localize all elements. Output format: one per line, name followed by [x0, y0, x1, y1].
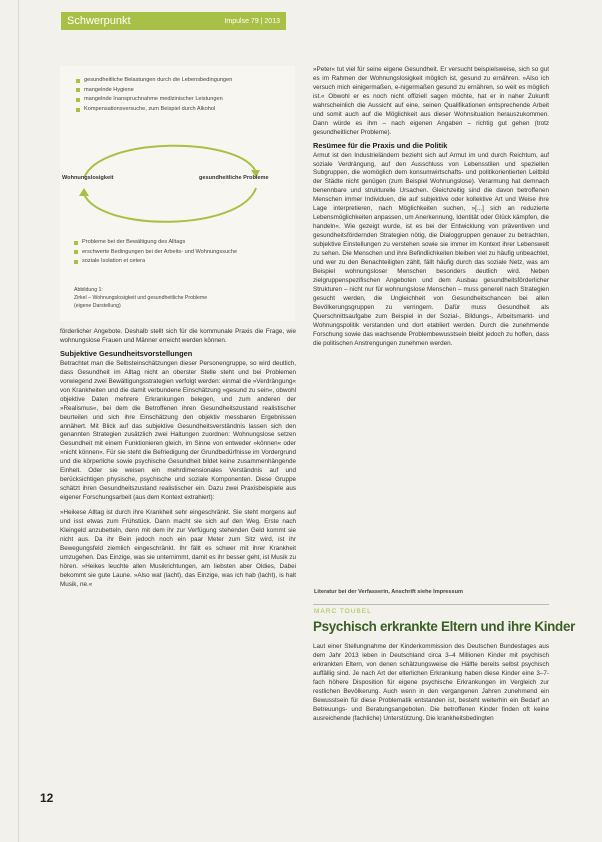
figure-caption: Abbildung 1: Zirkel – Wohnungslosigkeit und gesundheitliche Probleme (eigene Darstellung): [74, 287, 208, 309]
bullet-square-icon: [74, 250, 78, 254]
bullet-square-icon: [76, 88, 80, 92]
article-author: MARC TOUBEL: [314, 608, 372, 615]
page-fold-line: [18, 0, 19, 842]
body-paragraph: Armut ist den Industrieländern bezieht sich auf Armut im und durch Reichtum, auf soziale Verdrängung, auf den Ausschluss von Lebensstilen und speziellen Subgruppen, die womöglich dem konsumwirtschafts- und politikorientierten Leitbild der Städte nicht genügen (zum Beispiel Wohnungslose). Verarmung hat demnach benennbare und strukturelle Ursachen. Gleichzeitig sind die davon betroffenen Menschen immer Individuen, die auf subjektive oder kollektive Art und Weise ihre Lage interpretieren, nach Möglichkeiten suchen, »[...] sich an reduzierte Lebensmöglichkeiten anpassen, um Anerkennung, Identität oder Glück kämpfen, die handeln«. Wie gezeigt wurde, ist es bei der Entwicklung von präventiven und gesundheitsfördernden Strategien nötig, die Dialoggruppen genauer zu betrachten, subjektive Einstellungen zu verstehen sowie sie immer im Kontext ihrer Lebenswelt zu sehen. Die Menschen und ihre Befindlichkeiten bleiben viel zu häufig unbeachtet, und wer zu den Benachteiligten zählt, fällt häufig durch das soziale Netz, was am Beispiel wohnungsloser Menschen besonders deutlich wird. Neben zielgruppenspezifischen Angeboten und dem Ausbau gesundheitsförderlicher Strukturen – nicht nur für wohnungslose Menschen – muss generell nach Strategien gesucht werden, die Ungleichheit von Gesundheitschancen bei allen Bevölkerungsgruppen zu verringern. Dafür muss Gesundheit als Querschnittsaufgabe zum Beispiel in der Sozial-, Bildungs-, Arbeitsmarkt- und Wohnungspolitik verstanden und dort etabliert werden. Durch die zunehmende Forschung sowie das wachsende Problembewusstsein bleibt jedoch zu hoffen, dass die politischen Anstrengungen zunehmen werden.: [313, 151, 549, 347]
divider: [313, 604, 549, 605]
quote-paragraph: »Peter« tut viel für seine eigene Gesundheit. Er versucht beispielsweise, sich so gut es im Rahmen der Wohnungslosigkeit möglich ist, gesund zu ernähren. »Also ich versuch mich einigermaßen, e-nigermaßen gesund zu ernähren, so weit es möglich ist.« Obwohl er es noch nicht offiziell sagen möchte, hat er in naher Zukunft wahrscheinlich die Aussicht auf eine, seinen Qualifikationen entsprechende Arbeit und somit auch auf die Möglichkeit aus dieser Wohnsituation herauszukommen. Dann würde es ihm – nach eigenen Angaben – richtig gut gehen (trotz gesundheitlicher Probleme).: [313, 66, 549, 136]
list-item: Kompensationsversuche, zum Beispiel durch Alkohol: [76, 105, 232, 115]
figure-cycle: [60, 66, 295, 321]
issue-label: Impulse 79 | 2013: [224, 17, 280, 25]
right-column: [313, 66, 549, 349]
intro-paragraph: förderlicher Angebote. Deshalb stellt sich für die kommunale Praxis die Frage, wie wohnungslose Frauen und Männer erreicht werden können.: [60, 328, 296, 344]
quote-paragraph: »Heikese Alltag ist durch ihre Krankheit sehr eingeschränkt. Sie steht morgens auf und isst etwas zum Frühstück. Dann macht sie sich auf den Weg. Erste nach Kleingeld anzubetteln, denn mit dem ihr zur Verfügung stehenden Geld kommt sie nicht aus. Da ihr Bein jedoch noch ein paar Meter zum Sitz wird, ist ihr Bewegungsfeld ziemlich eingeschränkt. Ihr fällt es schwer mit ihrer Krankheit umzugehen. Das Einzige, was sie unternimmt, damit es ihr besser geht, ist Musik zu hören. »Heikes leuchte allen Musikrichtungen, am liebsten aber Oldies, Dabei bekommt sie gute Laune. »Also wat (lacht), das Einzige, was ich hab (lacht), is halt Musik, ne.«: [60, 509, 296, 588]
top-bullet-list: [76, 76, 232, 114]
cycle-arrows: [60, 128, 295, 238]
bullet-square-icon: [76, 98, 80, 102]
list-item: gesundheitliche Belastungen durch die Lebensbedingungen: [76, 76, 232, 86]
section-header: [61, 12, 286, 30]
literature-credit: Literatur bei der Verfasserin, Anschrift siehe Impressum: [314, 589, 464, 595]
section-heading: Resümee für die Praxis und die Politik: [313, 140, 448, 150]
bullet-square-icon: [74, 241, 78, 245]
left-column: [60, 328, 296, 590]
bullet-square-icon: [76, 79, 80, 83]
list-item: Probleme bei der Bewältigung des Alltags: [74, 238, 237, 248]
article-headline: Psychisch erkrankte Eltern und ihre Kinder: [313, 619, 576, 634]
node-homelessness: Wohnungslosigkeit: [62, 175, 114, 181]
node-health-problems: gesundheitliche Probleme: [199, 175, 269, 181]
list-item: mangelnde Hygiene: [76, 86, 232, 96]
lower-arc: [84, 188, 256, 222]
list-item: mangelnde Inanspruchnahme medizinischer Leistungen: [76, 95, 232, 105]
section-title: Schwerpunkt: [67, 15, 131, 27]
bullet-square-icon: [74, 260, 78, 264]
bullet-square-icon: [76, 108, 80, 112]
article-body: Laut einer Stellungnahme der Kinderkommission des Deutschen Bundestages aus dem Jahr 2013 leben in Deutschland circa 3–4 Millionen Kinder mit psychisch erkrankten Eltern, von denen schätzungsweise die Hälfte bereits selbst psychisch auffällig sind. Je nach Art der elterlichen Erkrankung haben diese Kinder eine 3–7-fach höhere Disposition für eigene psychische Erkrankungen im Vergleich zur restlichen Bevölkerung. Auch wenn in den vergangenen Jahren zunehmend ein Bewusstsein für diese Problematik entstanden ist, besteht weiterhin ein Bedarf an Betreuungs- und Beratungsangeboten. Die betroffenen Kinder finden oft keine ausreichende (fachliche) Unterstützung. Die krankheitsbedingten: [313, 643, 549, 722]
section-heading: Subjektive Gesundheitsvorstellungen: [60, 348, 193, 358]
bottom-bullet-list: [74, 238, 237, 267]
list-item: erschwerte Bedingungen bei der Arbeits- und Wohnungssuche: [74, 248, 237, 258]
list-item: soziale Isolation et cetera: [74, 257, 237, 267]
body-paragraph: Betrachtet man die Selbsteinschätzungen dieser Personengruppe, so wird deutlich, dass Gesundheit im Alltag nicht an oberster Stelle steht und bei Problemen vorwiegend zwei Bewältigungsstrategien verfolgt werden: einmal die »Verdrängung« von Krankheiten und die damit verbundene Einschätzung »gesund zu sein«, obwohl objektive Daten mehrere Erkrankungen belegen, und zum anderen der »Realismus«, bei dem die Betroffenen ihren Gesundheitszustand realistischer beurteilen und sich ihre Einschätzung den objektiv messbaren Ergebnissen annähert. Mit Blick auf das subjektive Gesundheitsverständnis lassen sich den genannten Strategien zusätzlich zwei Haltungen zuordnen: Wohnungslose setzen Gesundheit mit einem Funktionieren gleich, im Sinne von entweder »können« oder »nicht können«. Für sie steht die Befriedigung der Grundbedürfnisse im Vordergrund und die körperliche sowie psychische Gesundheit bildet keine zusammenhängende Einheit. Oder sie weisen ein mehrdimensionales Verständnis auf und berücksichtigen physische, psychische und soziale Komponenten. Diese Gruppe schätzt ihren Gesundheitszustand realistischer ein. Dazu zwei Praxisbeispiele aus eigener Forschungsarbeit (aus dem Kontext extrahiert):: [60, 359, 296, 502]
upper-arc: [84, 146, 256, 178]
arrowhead-left-icon: [79, 188, 89, 196]
page-number: 12: [40, 791, 54, 805]
